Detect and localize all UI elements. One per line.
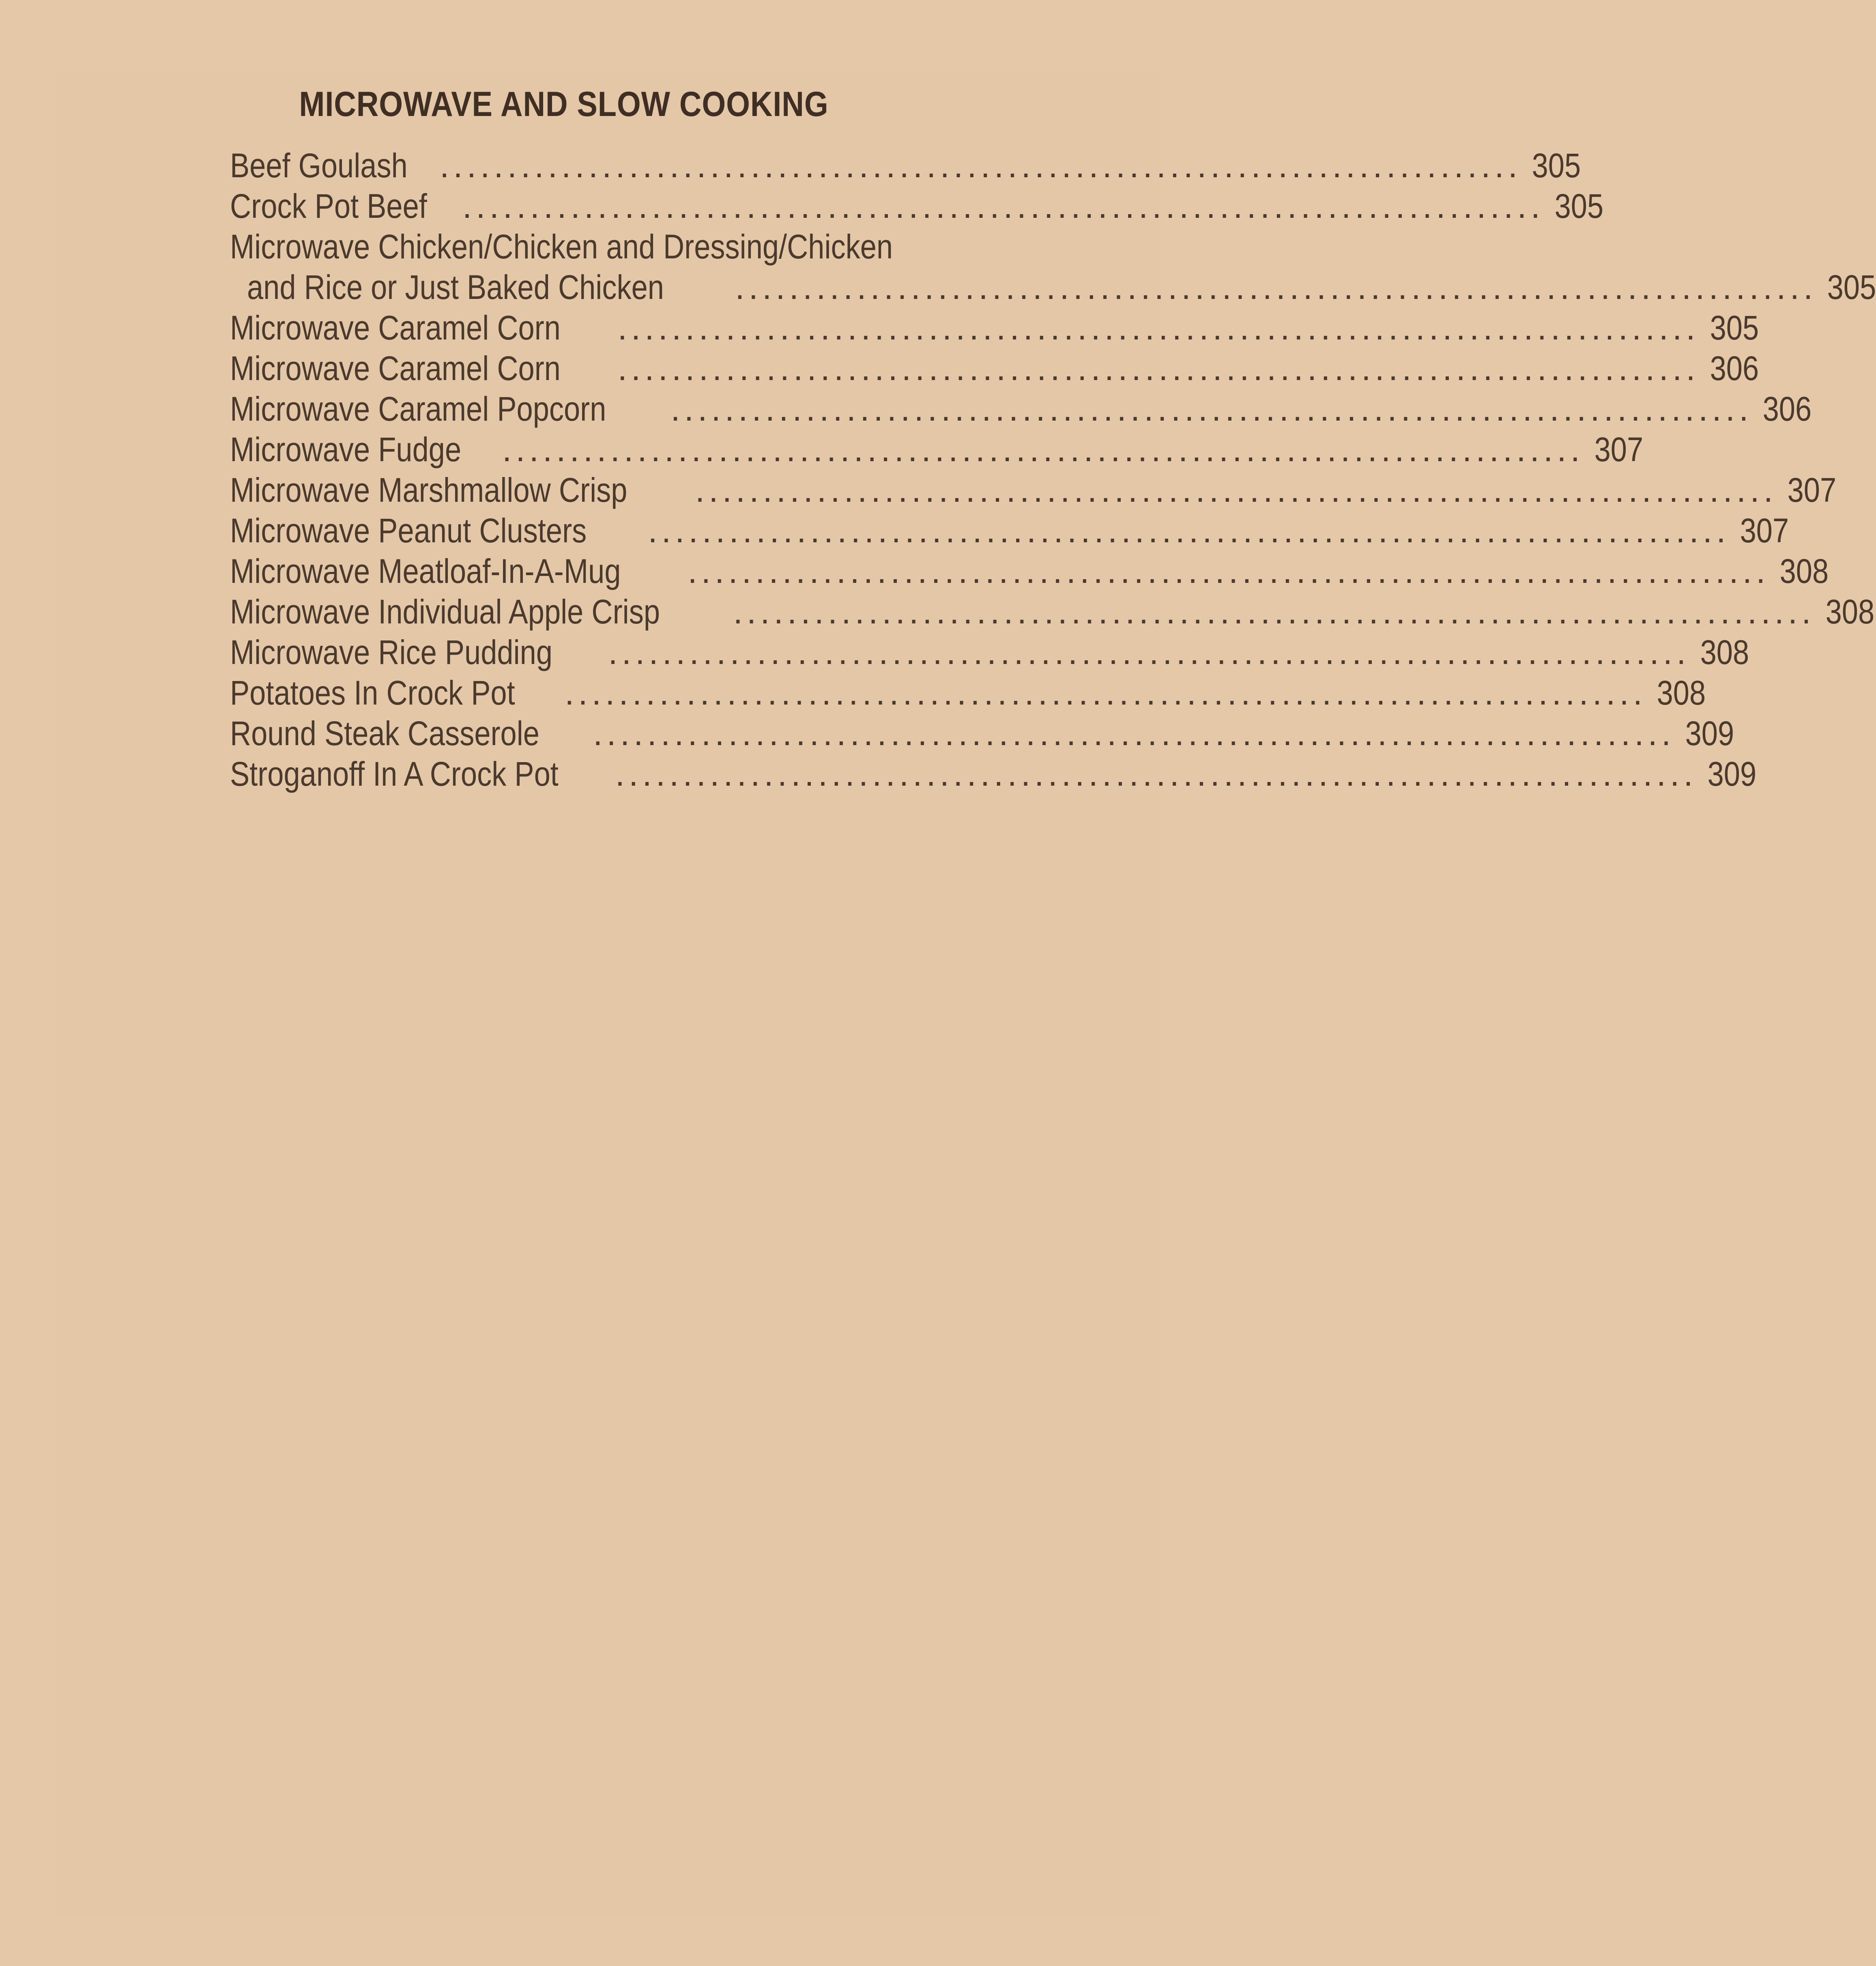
entry-title: Microwave Chicken/Chicken and Dressing/Chicken	[230, 228, 893, 266]
entry-title: Microwave Individual Apple Crisp	[230, 593, 660, 631]
toc-entry	[230, 429, 1644, 470]
entry-page: 305	[1554, 187, 1604, 225]
leader-dots: ................................................................................	[565, 674, 1647, 712]
toc-entry-line1	[230, 226, 930, 267]
toc-entry	[230, 470, 1837, 510]
entry-page: 309	[1685, 714, 1734, 752]
toc-entry	[230, 348, 1759, 389]
leader-dots: ................................................................................	[688, 552, 1770, 590]
leader-dots: ................................................................................	[695, 471, 1777, 509]
leader-dots: ................................................................................	[440, 146, 1522, 185]
entry-page: 307	[1594, 430, 1644, 468]
entry-page: 306	[1763, 390, 1812, 428]
toc-entry	[230, 551, 1829, 591]
toc-entry	[230, 145, 1581, 186]
entry-title: Crock Pot Beef	[230, 187, 427, 225]
leader-dots: ................................................................................	[593, 714, 1675, 752]
entry-page: 308	[1779, 552, 1829, 590]
entry-page: 309	[1707, 755, 1756, 793]
entry-page: 307	[1787, 471, 1837, 509]
leader-dots: ................................................................................	[617, 309, 1700, 347]
leader-dots: ................................................................................	[462, 187, 1544, 225]
toc-entry	[230, 673, 1706, 713]
entry-page: 305	[1710, 309, 1759, 347]
toc-entry	[230, 389, 1812, 429]
toc-entry	[230, 713, 1734, 754]
toc-entry	[230, 754, 1756, 794]
leader-dots: ................................................................................	[733, 593, 1815, 631]
entry-title: Microwave Peanut Clusters	[230, 511, 587, 550]
entry-page: 308	[1825, 593, 1874, 631]
entry-title: Microwave Marshmallow Crisp	[230, 471, 627, 509]
leader-dots: ................................................................................	[608, 633, 1690, 671]
leader-dots: ................................................................................	[670, 390, 1753, 428]
entry-title: Microwave Meatloaf-In-A-Mug	[230, 552, 621, 590]
toc-entry	[230, 632, 1749, 673]
leader-dots: ................................................................................	[502, 430, 1584, 468]
toc-entry	[230, 510, 1789, 551]
entry-page: 308	[1700, 633, 1749, 671]
entry-title: Microwave Caramel Corn	[230, 349, 561, 387]
entry-page: 306	[1710, 349, 1759, 387]
table-of-contents	[230, 145, 1876, 794]
toc-entry	[230, 591, 1874, 632]
entry-title: Microwave Caramel Popcorn	[230, 390, 606, 428]
entry-title: Microwave Rice Pudding	[230, 633, 553, 671]
entry-title: Microwave Caramel Corn	[230, 309, 561, 347]
leader-dots: ................................................................................	[735, 268, 1817, 306]
entry-title: Beef Goulash	[230, 146, 408, 185]
section-title: MICROWAVE AND SLOW COOKING	[299, 84, 829, 124]
entry-title: Stroganoff In A Crock Pot	[230, 755, 559, 793]
leader-dots: ................................................................................	[617, 349, 1700, 387]
leader-dots: ................................................................................	[648, 511, 1730, 550]
entry-page: 305	[1827, 268, 1876, 306]
entry-title-continued: and Rice or Just Baked Chicken	[247, 268, 664, 306]
entry-page: 307	[1740, 511, 1789, 550]
leader-dots: ................................................................................	[615, 755, 1697, 793]
entry-page: 308	[1657, 674, 1706, 712]
entry-title: Potatoes In Crock Pot	[230, 674, 515, 712]
toc-entry	[230, 267, 1876, 307]
entry-page: 305	[1532, 146, 1581, 185]
toc-entry	[230, 186, 1604, 226]
entry-title: Round Steak Casserole	[230, 714, 539, 752]
entry-title: Microwave Fudge	[230, 430, 462, 468]
toc-entry	[230, 307, 1759, 348]
